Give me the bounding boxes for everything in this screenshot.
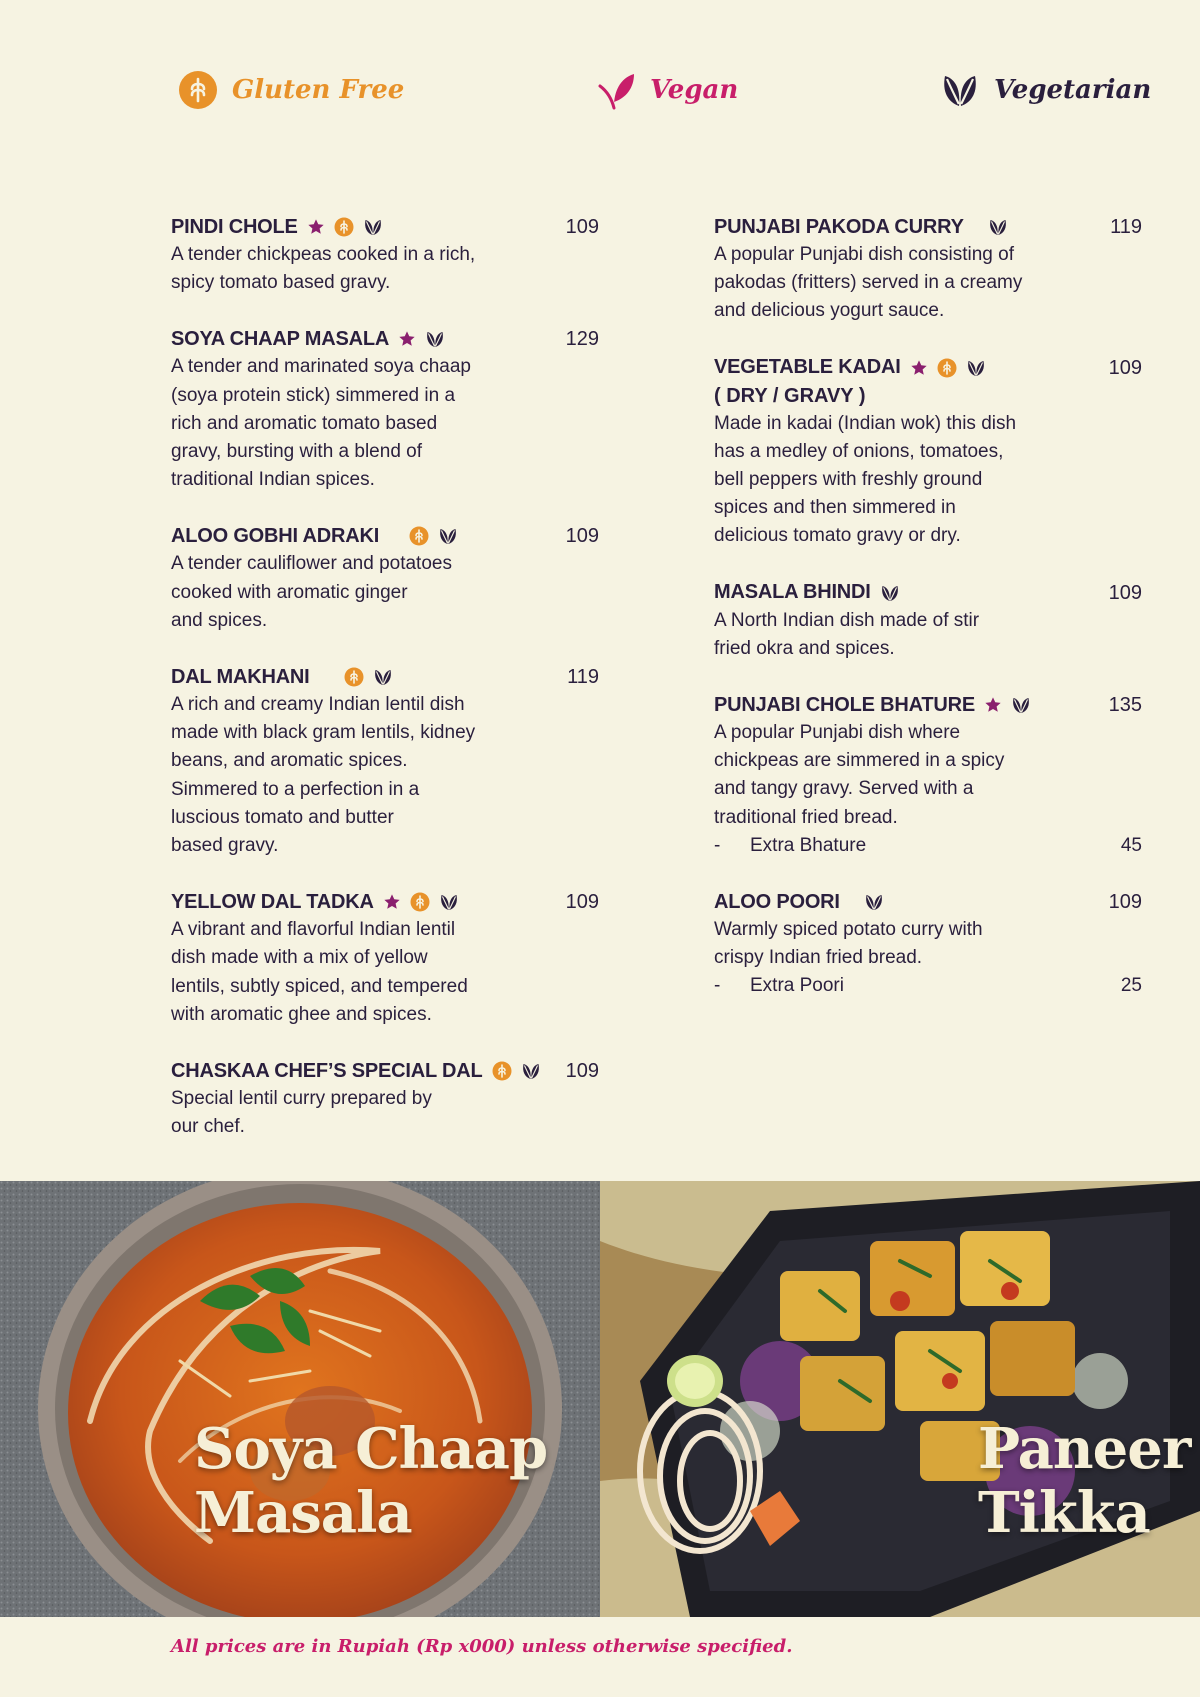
item-price: 119 (1110, 216, 1142, 238)
desc-line: cooked with aromatic ginger (171, 581, 408, 603)
menu-item-chaskaa-chefs-special-dal (171, 1057, 599, 1141)
desc-line: traditional Indian spices. (171, 469, 375, 491)
menu-item-pindi-chole (171, 213, 599, 297)
extra-option (714, 972, 1142, 1000)
menu-item-aloo-poori (714, 888, 1142, 1001)
gluten-free-icon (344, 667, 364, 687)
paneer-tikka-illustration (600, 1181, 1200, 1617)
desc-line: Made in kadai (Indian wok) this dish (714, 412, 1017, 434)
desc-line: luscious tomato and butter (171, 806, 394, 828)
desc-line: made with black gram lentils, kidney (171, 722, 476, 744)
item-name: CHASKAA CHEF’S SPECIAL DAL (171, 1059, 483, 1082)
desc-line: A tender and marinated soya chaap (171, 356, 471, 378)
item-price: 109 (1108, 891, 1142, 914)
menu-item-punjabi-chole-bhature (714, 691, 1142, 860)
desc-line: with aromatic ghee and spices. (171, 1003, 432, 1025)
item-price: 109 (565, 216, 599, 238)
legend-gluten-free (178, 66, 404, 114)
item-price: 109 (565, 891, 599, 914)
desc-line: dish made with a mix of yellow (171, 947, 428, 969)
item-description (171, 691, 599, 860)
item-price: 135 (1108, 694, 1142, 717)
item-name: DAL MAKHANI (171, 665, 310, 688)
caption-line: Paneer (978, 1416, 1191, 1482)
item-description (171, 916, 599, 1029)
desc-line: A tender cauliflower and potatoes (171, 553, 452, 575)
desc-line: A vibrant and flavorful Indian lentil (171, 919, 456, 941)
item-price: 109 (1108, 581, 1142, 604)
extra-dash: - (714, 834, 721, 856)
desc-line: A rich and creamy Indian lentil dish (171, 694, 465, 716)
menu-item-soya-chaap-masala (171, 325, 599, 494)
desc-line: fried okra and spices. (714, 637, 895, 659)
item-name: VEGETABLE KADAI (714, 356, 901, 379)
photo-caption (978, 1417, 1190, 1545)
desc-line: beans, and aromatic spices. (171, 750, 408, 772)
double-leaf-icon (940, 70, 980, 110)
star-icon (984, 696, 1002, 714)
legend-vegetarian (940, 66, 1151, 114)
desc-line: chickpeas are simmered in a spicy (714, 750, 1005, 772)
price-disclaimer: All prices are in Rupiah (Rp x000) unless otherwise specified. (171, 1636, 793, 1657)
desc-line: A tender chickpeas cooked in a rich, (171, 244, 476, 265)
vegetarian-icon (521, 1061, 541, 1081)
legend-vegetarian-label: Vegetarian (994, 75, 1152, 105)
desc-line: has a medley of onions, tomatoes, (714, 440, 1004, 462)
item-name: PUNJABI CHOLE BHATURE (714, 693, 975, 716)
item-description (714, 607, 1142, 663)
star-icon (910, 359, 928, 377)
desc-line: and delicious yogurt sauce. (714, 300, 945, 322)
desc-line: our chef. (171, 1116, 245, 1138)
caption-line: Soya Chaap (194, 1416, 548, 1482)
desc-line: rich and aromatic tomato based (171, 412, 438, 434)
item-price: 109 (565, 525, 599, 548)
desc-line: spices and then simmered in (714, 497, 956, 519)
menu-column-right (714, 213, 1142, 1029)
item-description (171, 241, 599, 297)
item-name: ALOO POORI (714, 890, 840, 913)
desc-line: pakodas (fritters) served in a creamy (714, 272, 1023, 294)
vegetarian-icon (1011, 695, 1031, 715)
soya-chaap-bowl-illustration (0, 1181, 600, 1617)
desc-line: based gravy. (171, 835, 279, 857)
item-name: PINDI CHOLE (171, 215, 298, 238)
item-description (714, 916, 1142, 972)
gluten-free-icon (409, 526, 429, 546)
desc-line: and spices. (171, 609, 268, 631)
menu-item-dal-makhani (171, 663, 599, 860)
leaf-sprout-icon (596, 70, 636, 110)
extra-price: 25 (1120, 975, 1142, 997)
vegetarian-icon (425, 329, 445, 349)
star-icon (307, 218, 325, 236)
desc-line: bell peppers with freshly ground (714, 469, 983, 491)
extra-label: Extra Poori (750, 975, 844, 997)
desc-line: lentils, subtly spiced, and tempered (171, 975, 468, 997)
item-description (171, 1085, 599, 1141)
menu-item-masala-bhindi (714, 579, 1142, 663)
star-icon (398, 330, 416, 348)
vegetarian-icon (438, 526, 458, 546)
item-description (714, 241, 1142, 326)
desc-line: Warmly spiced potato curry with (714, 919, 983, 941)
desc-line: A popular Punjabi dish where (714, 722, 961, 744)
desc-line: delicious tomato gravy or dry. (714, 525, 961, 547)
item-name: PUNJABI PAKODA CURRY (714, 215, 964, 238)
desc-line: gravy, bursting with a blend of (171, 441, 423, 463)
legend-vegan (596, 66, 738, 114)
photo-caption (194, 1417, 547, 1545)
photo-paneer-tikka (600, 1181, 1200, 1617)
desc-line: Simmered to a perfection in a (171, 778, 420, 800)
caption-line: Masala (194, 1480, 412, 1546)
gluten-free-icon (492, 1061, 512, 1081)
photo-soya-chaap-masala (0, 1181, 600, 1617)
item-price: 109 (1108, 356, 1142, 379)
vegetarian-icon (880, 583, 900, 603)
vegetarian-icon (363, 217, 383, 237)
item-description (171, 353, 599, 494)
desc-line: (soya protein stick) simmered in a (171, 384, 456, 406)
desc-line: crispy Indian fried bread. (714, 947, 923, 969)
menu-item-punjabi-pakoda-curry (714, 213, 1142, 326)
gluten-free-icon (334, 217, 354, 237)
desc-line: spicy tomato based gravy. (171, 272, 391, 294)
item-name: YELLOW DAL TADKA (171, 890, 374, 913)
item-name: SOYA CHAAP MASALA (171, 327, 390, 350)
vegetarian-icon (864, 892, 884, 912)
menu-item-yellow-dal-tadka (171, 888, 599, 1029)
extra-option (714, 832, 1142, 860)
star-icon (383, 893, 401, 911)
item-price: 119 (567, 666, 599, 689)
extra-price: 45 (1120, 834, 1142, 856)
menu-column-left (171, 213, 599, 1169)
item-description (171, 550, 599, 635)
gluten-free-icon (937, 358, 957, 378)
vegetarian-icon (988, 217, 1008, 237)
vegetarian-icon (373, 667, 393, 687)
legend-gluten-free-label: Gluten Free (232, 75, 405, 105)
vegetarian-icon (439, 892, 459, 912)
menu-item-aloo-gobhi-adraki (171, 522, 599, 635)
menu-item-vegetable-kadai (714, 354, 1142, 551)
item-description (714, 410, 1142, 551)
desc-line: Special lentil curry prepared by (171, 1088, 432, 1110)
item-name: ALOO GOBHI ADRAKI (171, 524, 380, 547)
gluten-free-icon (410, 892, 430, 912)
desc-line: A North Indian dish made of stir (714, 609, 980, 631)
item-price: 129 (565, 328, 599, 351)
desc-line: traditional fried bread. (714, 806, 898, 828)
vegetarian-icon (966, 358, 986, 378)
legend-vegan-label: Vegan (650, 75, 739, 105)
desc-line: A popular Punjabi dish consisting of (714, 244, 1014, 265)
wheat-icon (178, 70, 218, 110)
item-price: 109 (565, 1060, 599, 1083)
item-description (714, 719, 1142, 832)
item-name-variant: ( DRY / GRAVY ) (714, 384, 866, 407)
desc-line: and tangy gravy. Served with a (714, 778, 974, 800)
item-name: MASALA BHINDI (714, 581, 871, 604)
extra-dash: - (714, 975, 721, 997)
extra-label: Extra Bhature (750, 834, 867, 856)
caption-line: Tikka (978, 1480, 1150, 1546)
